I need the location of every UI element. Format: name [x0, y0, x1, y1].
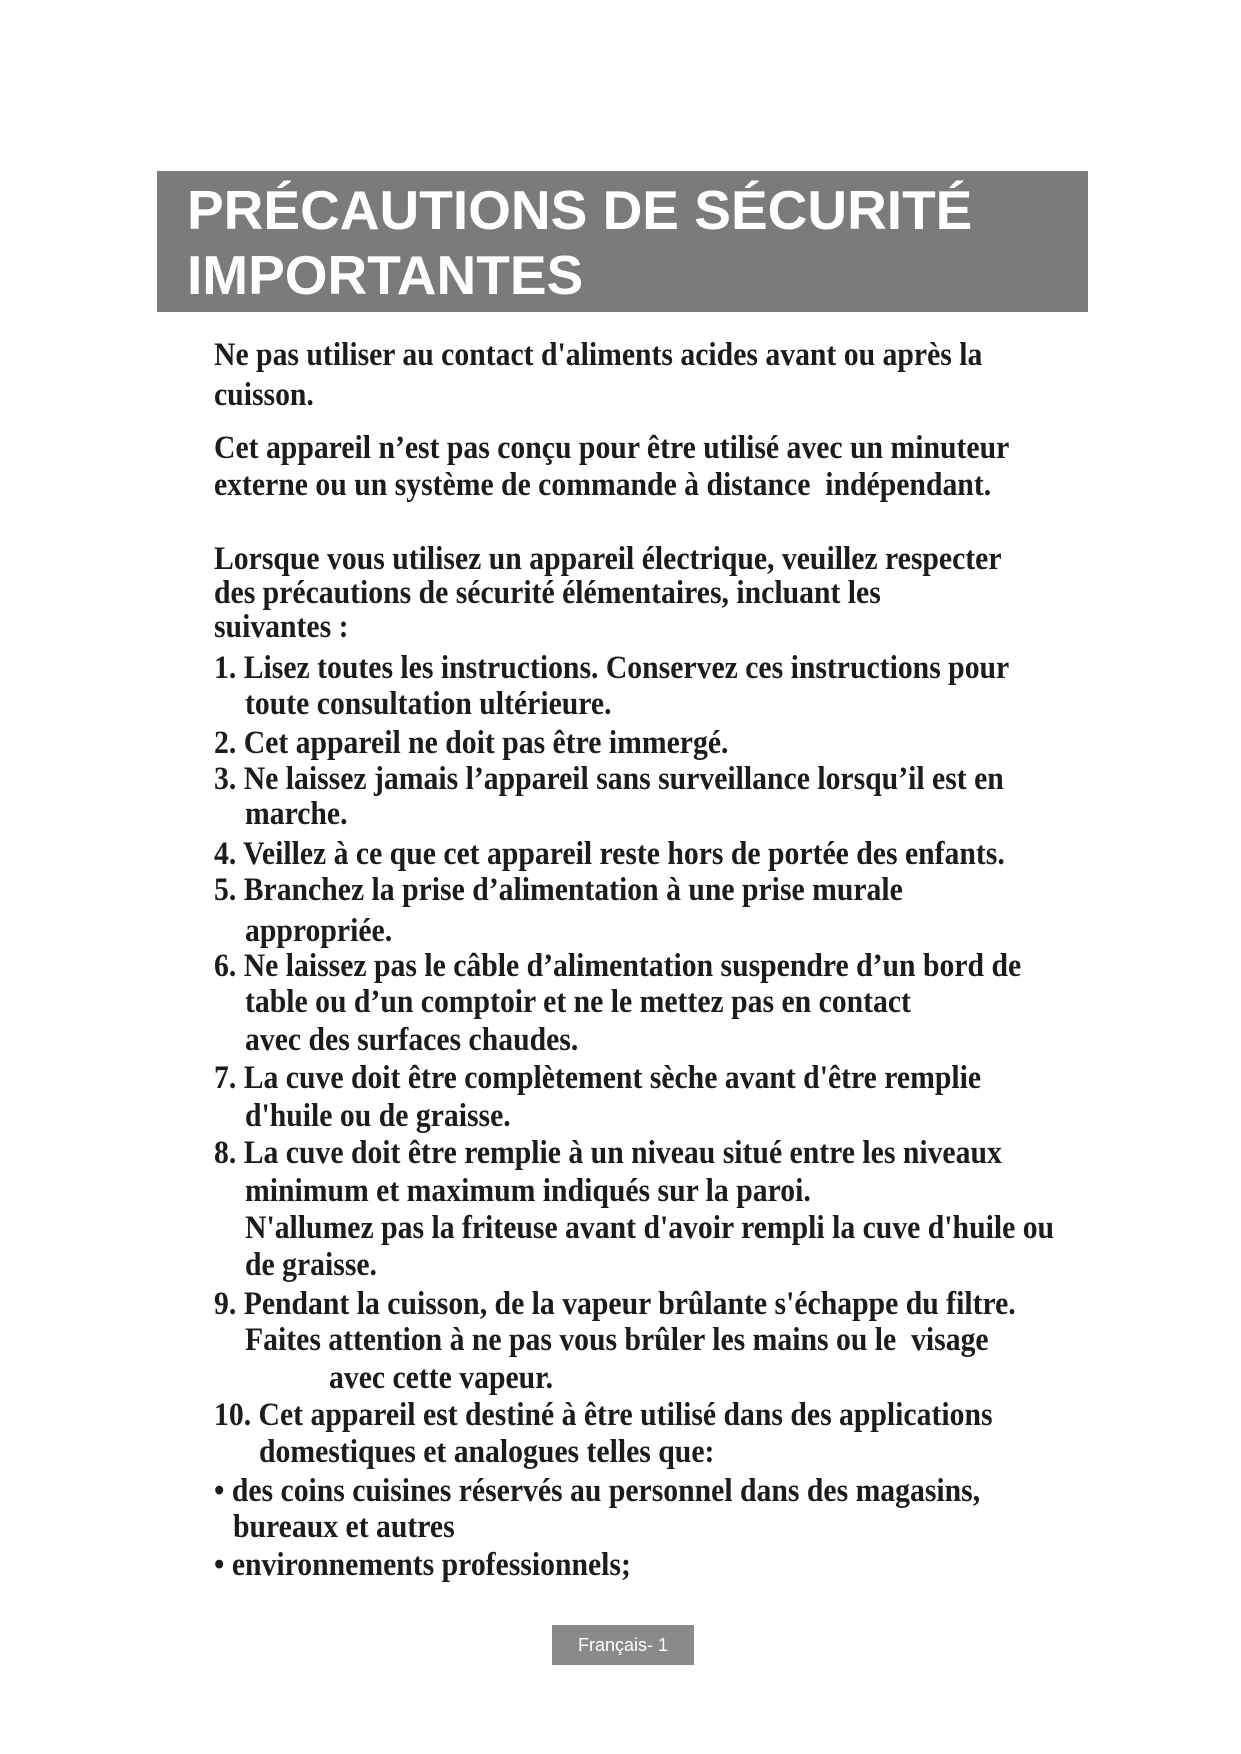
paragraph-line: suivantes :: [214, 609, 349, 645]
list-item-line: 9. Pendant la cuisson, de la vapeur brûlante s'échappe du filtre.: [214, 1286, 1016, 1322]
list-item-line: marche.: [245, 796, 348, 832]
list-item-line: avec des surfaces chaudes.: [245, 1022, 579, 1058]
list-item-line: 1. Lisez toutes les instructions. Conservez ces instructions pour: [214, 650, 1010, 686]
paragraph-line: Ne pas utiliser au contact d'aliments acides avant ou après la: [214, 337, 983, 373]
list-item-line: N'allumez pas la friteuse avant d'avoir rempli la cuve d'huile ou: [245, 1210, 1055, 1246]
list-item-line: de graisse.: [245, 1247, 377, 1283]
page-title-line-2: IMPORTANTES: [187, 244, 584, 306]
paragraph-line: externe ou un système de commande à distance indépendant.: [214, 467, 992, 503]
page-title-line-1: PRÉCAUTIONS DE SÉCURITÉ: [187, 179, 973, 241]
paragraph-line: cuisson.: [214, 377, 314, 413]
list-item-line: 2. Cet appareil ne doit pas être immergé.: [214, 725, 729, 761]
list-item-line: 5. Branchez la prise d’alimentation à une prise murale: [214, 872, 903, 908]
list-item-line: avec cette vapeur.: [329, 1360, 554, 1396]
page-number-badge: [552, 1625, 694, 1665]
list-item-line: d'huile ou de graisse.: [245, 1098, 511, 1134]
list-item-line: toute consultation ultérieure.: [245, 686, 612, 722]
list-item-line: 8. La cuve doit être remplie à un niveau situé entre les niveaux: [214, 1135, 1002, 1171]
paragraph-line: Lorsque vous utilisez un appareil électrique, veuillez respecter: [214, 541, 1002, 577]
list-item-line: bureaux et autres: [233, 1509, 455, 1545]
list-item-line: 7. La cuve doit être complètement sèche avant d'être remplie: [214, 1060, 982, 1096]
list-item-line: 4. Veillez à ce que cet appareil reste hors de portée des enfants.: [214, 836, 1005, 872]
page-number-label: Français- 1: [577, 1634, 669, 1655]
paragraph-line: des précautions de sécurité élémentaires, incluant les: [214, 575, 881, 611]
paragraph-line: Cet appareil n’est pas conçu pour être utilisé avec un minuteur: [214, 430, 1010, 466]
list-item-line: • des coins cuisines réservés au personnel dans des magasins,: [214, 1473, 981, 1509]
list-item-line: Faites attention à ne pas vous brûler les mains ou le visage: [245, 1322, 989, 1358]
list-item-line: table ou d’un comptoir et ne le mettez pas en contact: [245, 984, 911, 1020]
list-item-line: 10. Cet appareil est destiné à être utilisé dans des applications: [214, 1397, 993, 1433]
list-item-line: 3. Ne laissez jamais l’appareil sans surveillance lorsqu’il est en: [214, 761, 1004, 797]
list-item-line: 6. Ne laissez pas le câble d’alimentation suspendre d’un bord de: [214, 948, 1022, 984]
list-item-line: • environnements professionnels;: [214, 1547, 631, 1583]
list-item-line: appropriée.: [245, 913, 393, 949]
list-item-line: domestiques et analogues telles que:: [259, 1434, 715, 1470]
list-item-line: minimum et maximum indiqués sur la paroi.: [245, 1173, 811, 1209]
